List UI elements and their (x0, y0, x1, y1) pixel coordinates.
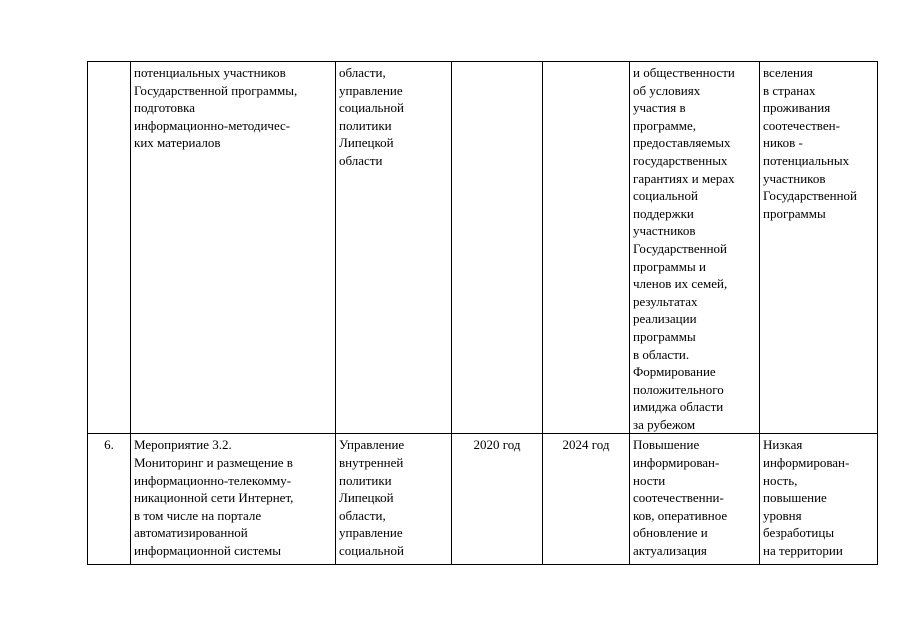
table-row (88, 62, 878, 434)
consequences-cell: вселения в странах проживания соотечествен- ников - потенциальных участников Государственной программы (760, 62, 878, 434)
end-year-cell: 2024 год (543, 434, 630, 565)
executor-cell: области, управление социальной политики Липецкой области (336, 62, 452, 434)
program-events-table (87, 61, 878, 565)
row-number-cell: 6. (88, 434, 131, 565)
end-year-cell (543, 62, 630, 434)
event-cell: Мероприятие 3.2. Мониторинг и размещение в информационно-телекомму- никационной сети Интернет, в том числе на портале автоматизированной информационной системы (131, 434, 336, 565)
executor-cell: Управление внутренней политики Липецкой области, управление социальной (336, 434, 452, 565)
table-row (88, 434, 878, 565)
expected-result-cell: и общественности об условиях участия в программе, предоставляемых государственных гарантиях и мерах социальной поддержки участников Государственной программы и членов их семей, результатах реализации программы в области. Формирование положительного имиджа области за рубежом (630, 62, 760, 434)
start-year-cell (452, 62, 543, 434)
row-number-cell (88, 62, 131, 434)
consequences-cell: Низкая информирован- ность, повышение уровня безработицы на территории (760, 434, 878, 565)
start-year-cell: 2020 год (452, 434, 543, 565)
event-cell: потенциальных участников Государственной программы, подготовка информационно-методичес- ких материалов (131, 62, 336, 434)
expected-result-cell: Повышение информирован- ности соотечественни- ков, оперативное обновление и актуализация (630, 434, 760, 565)
